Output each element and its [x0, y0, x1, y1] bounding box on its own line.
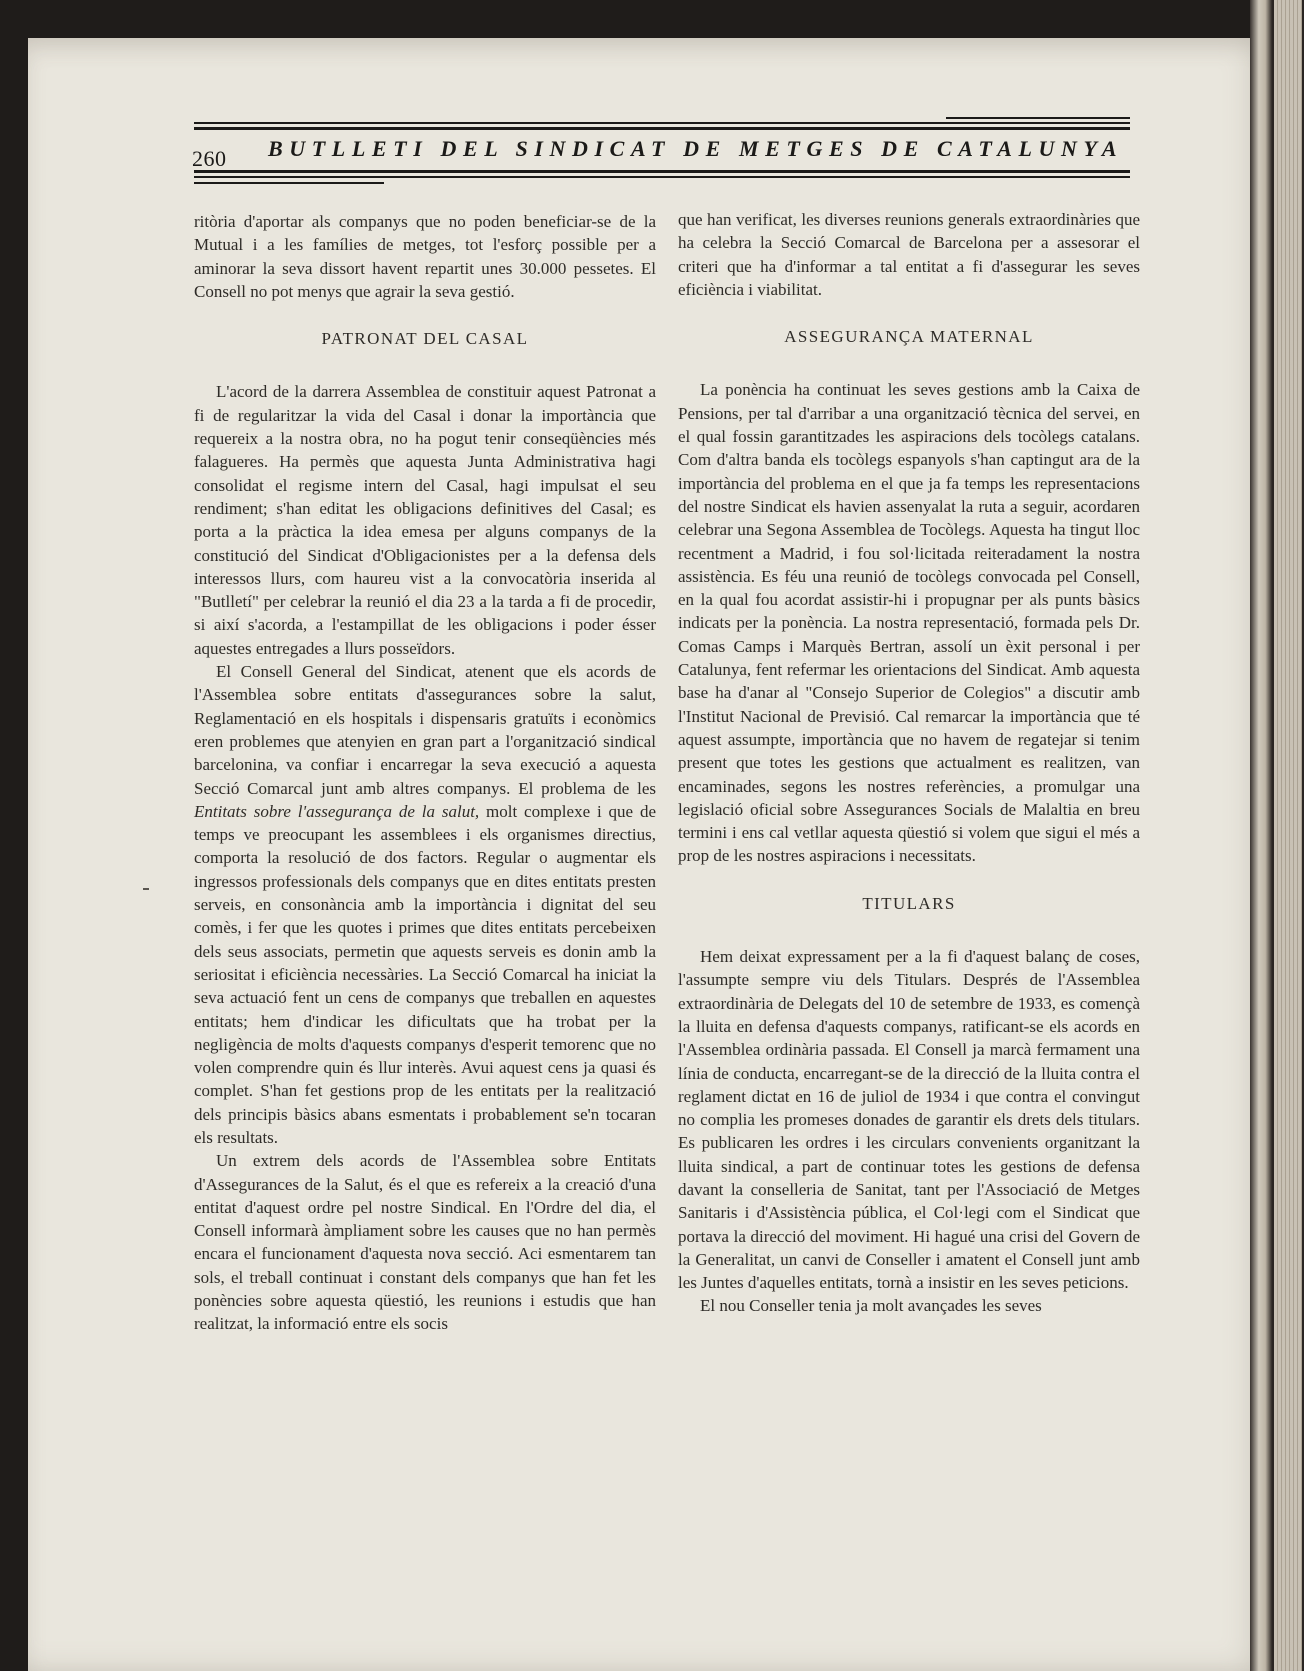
- right-paragraph-1: que han verificat, les diverses reunions generals extraordinàries que ha celebra la Secció Comarcal de Barcelona per a assesorar el criteri que ha d'informar a tal entitat a fi d'assegurar les seves eficiència i viabilitat.: [678, 210, 1140, 299]
- margin-mark: [143, 888, 149, 890]
- page-edge-stack: [1274, 0, 1302, 1671]
- journal-title: BUTLLETI DEL SINDICAT DE METGES DE CATALUNYA: [268, 136, 1124, 161]
- section-heading-patronat: PATRONAT DEL CASAL: [321, 329, 529, 349]
- page-number: 260: [192, 146, 227, 171]
- right-paragraph-4: El nou Conseller tenia ja molt avançades les seves: [700, 1296, 1042, 1316]
- section-heading-titulars: TITULARS: [862, 893, 956, 913]
- header-bottom-rule-left: [194, 182, 384, 184]
- header-top-rule-thick: [194, 127, 1130, 130]
- header-bottom-rule-thick: [194, 170, 1130, 173]
- header-top-rule-thin: [194, 122, 1130, 124]
- header-top-rule-right: [946, 117, 1130, 119]
- left-column: [194, 210, 656, 1336]
- left-paragraph-4: Un extrem dels acords de l'Assemblea sobre Entitats d'Assegurances de la Salut, és el que es refereix a la creació d'una entitat d'aquest ordre pel nostre Sindical. En l'Ordre del dia, el Consell informarà àmpliament sobre les causes que no han permès encara el funcionament d'aquesta nova secció. Aci esmentarem tan sols, el treball continuat i constant dels companys que han fet les ponències sobre aquesta qüestió, les reunions i estudis que han realitzat, la informació entre els socis: [194, 1151, 656, 1334]
- left-paragraph-2: L'acord de la darrera Assemblea de constituir aquest Patronat a fi de regularitzar la vida del Casal i donar la importància que requereix a la nostra obra, no ha pogut tenir conseqüències més falagueres. Ha permès que aquesta Junta Administrativa hagi consolidat el regisme intern del Casal, hagi impulsat el seu rendiment; s'han editat les obligacions definitives del Casal; es porta a la pràctica la idea emesa per alguns companys de la constitució del Sindicat d'Obligacionistes per a la defensa dels interessos llurs, com haureu vist a la convocatòria inserida al "Butlletí" per celebrar la reunió el dia 23 a la tarda a fi de procedir, si així s'acorda, a l'estampillat de les obligacions i poder ésser aquestes entregades a llurs posseïdors.: [194, 382, 656, 658]
- left-paragraph-3: El Consell General del Sindicat, atenent que els acords de l'Assemblea sobre entitats d'assegurances sobre la salut, Reglamentació en els hospitals i dispensaris gratuïts i econòmics eren problemes que atenyien en gran part a l'organització sindical barcelonina, va confiar i encarregar la seva execució a aquesta Secció Comarcal junt amb altres companys. El problema de les Entitats sobre l'assegurança de la salut, molt complexe i que de temps ve preocupant les assemblees i els organismes directius, comporta la resolució de dos factors. Regular o augmentar els ingressos professionals dels companys que en dites entitats presten serveis, en consonància amb la importància i dignitat del seu comès, i fer que les quotes i primes que dites entitats percebeixen dels seus associats, permetin que aquests serveis es donin amb la seriositat i eficiència necessàries. La Secció Comarcal ha iniciat la seva actuació fent un cens de companys que treballen en aquestes entitats; hem d'indicar les dificultats que ha trobat per la negligència de molts d'aquests companys d'esperit temorenc que no volen comprendre quin és llur interès. Avui aquest cens ja quasi és complet. S'han fet gestions prop de les entitats per la realització dels principis bàsics abans esmentats i probablement se'n tocaran els resultats.: [194, 662, 656, 1147]
- right-column: [678, 208, 1140, 1318]
- italic-entitats: Entitats sobre l'assegurança de la salut,: [194, 801, 480, 821]
- right-paragraph-3: Hem deixat expressament per a la fi d'aquest balanç de coses, l'assumpte sempre viu dels Titulars. Després de l'Assemblea extraordinària de Delegats del 10 de setembre de 1933, es començà la lluita en defensa d'aquests companys, ratificant-se els acords en l'Assemblea ordinària passada. El Consell ja marcà fermament una línia de conducta, encarregant-se de la direcció de la lluita contra el reglament dictat en 16 de juliol de 1934 i que contra el convingut no complia les promeses donades de garantir els drets dels titulars. Es publicaren les ordres i les circulars convenients organitzant la lluita sindical, a part de continuar totes les gestions de defensa davant la conselleria de Sanitat, tant per l'Associació de Metges Sanitaris i d'Assistència pública, el Col·legi com el Sindicat que portava la direcció del moviment. Hi hagué una crisi del Govern de la Generalitat, un canvi de Conseller i amatent el Consell junt amb les Juntes d'aquelles entitats, tornà a insistir en les seves peticions.: [678, 947, 1140, 1293]
- binding-gutter: [1250, 0, 1272, 1671]
- right-paragraph-2: La ponència ha continuat les seves gestions amb la Caixa de Pensions, per tal d'arribar a una organització tècnica del servei, en el qual fossin garantitzades les aspiracions dels tocòlegs catalans. Com d'altra banda els tocòlegs espanyols s'han captingut ara de la importància del problema en el que ja fa temps les representacions del nostre Sindicat els havien assenyalat la ruta a seguir, acordaren celebrar una Segona Assemblea de Tocòlegs. Aquesta ha tingut lloc recentment a Madrid, i fou sol·licitada reiteradament la nostra assistència. Es féu una reunió de tocòlegs convocada pel Consell, en la qual fou acordat assistir-hi i propugnar per als punts bàsics indicats per la ponència. La nostra representació, formada pels Dr. Comas Camps i Marquès Bertran, assolí un èxit personal i per Catalunya, fent refermar les orientacions del Sindicat. Amb aquesta base ha d'anar al "Consejo Superior de Colegios" a discutir amb l'Institut Nacional de Previsió. Cal remarcar la importància que té aquest assumpte, importància que no havem de regatejar si tenim present que totes les gestions que actualment es realitzen, van encaminades, segons les nostres referències, a promulgar una legislació oficial sobre Assegurances Socials de Malaltia en breu termini i ens cal vetllar aquesta qüestió si volem que sigui el més a prop de les nostres aspiracions i necessitats.: [678, 380, 1140, 866]
- section-heading-assegurança-maternal: ASSEGURANÇA MATERNAL: [784, 327, 1034, 347]
- header-bottom-rule-thin: [194, 176, 1130, 178]
- left-paragraph-1: ritòria d'aportar als companys que no poden beneficiar-se de la Mutual i a les famílies de metges, tot l'esforç possible per a aminorar la seva dissort havent repartit unes 30.000 pessetes. El Consell no pot menys que agrair la seva gestió.: [194, 212, 656, 301]
